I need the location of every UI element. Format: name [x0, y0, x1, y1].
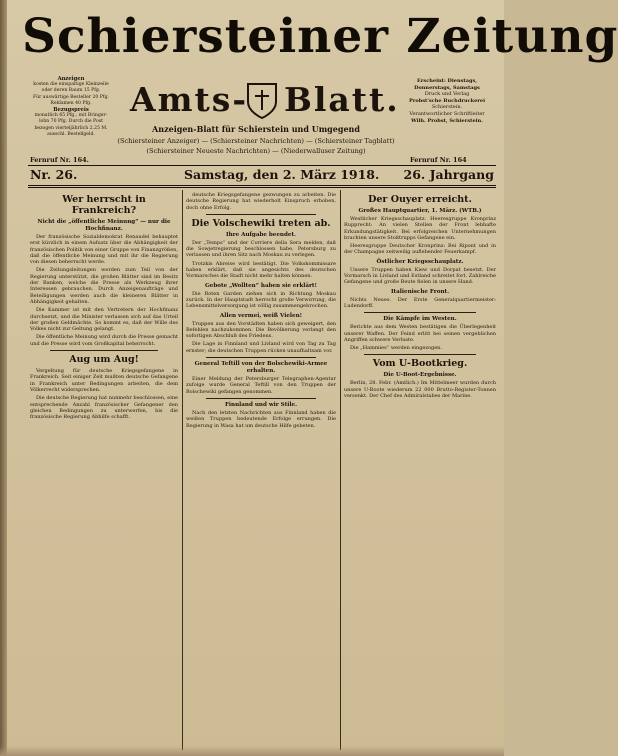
article-paragraph: deutsche Kriegsgefangene gezwungen zu arbeiten. Die deutsche Regierung hat wiederholt Einspruch erhoben, doch ohne Erfolg. — [186, 192, 336, 211]
column-2 — [186, 192, 336, 748]
amts-word: Amts- — [130, 80, 249, 119]
article-headline: Finnland und wir Stile. — [224, 401, 298, 408]
price-box-line: ausschl. Bestellgeld. — [47, 131, 95, 137]
publisher-line: Schierstein. — [431, 104, 463, 111]
page-edge-shadow — [0, 746, 504, 756]
article-divider — [364, 312, 476, 313]
blatt-word: Blatt. — [284, 80, 400, 119]
article-headline: Aug um Aug! — [69, 354, 139, 366]
article-headline: Der Ouyer erreicht. — [368, 194, 472, 205]
price-box-line: kosten die einspaltige Kleinzeile — [33, 82, 109, 88]
article-paragraph: Nach den letzten Nachrichten aus Finnland haben die weißen Truppen bedeutende Erfolge errungen. Die Regierung in Wasa hat um deutsche Hilfe gebeten. — [186, 409, 336, 429]
volume: 26. Jahrgang — [403, 167, 494, 182]
article-divider — [206, 214, 316, 215]
article-paragraph: Die öffentliche Meinung wird durch die Presse gemacht und die Presse wird vom Großkapital beherrscht. — [30, 334, 178, 347]
article-paragraph: Truppen aus den Vorstädten haben sich geweigert, den Befehlen nachzukommen. Die Bevölkerung verlangt den sofortigen Abschluß des Friedens. — [186, 320, 336, 340]
article-paragraph: Die Lage in Finnland und Livland wird von Tag zu Tag ernster; die deutschen Truppen rücken unaufhaltsam vor. — [186, 341, 336, 354]
phone-number-right: Fernruf Nr. 164 — [410, 156, 467, 164]
article-subheadline: Allen vermei, weiß Vielen! — [219, 312, 303, 319]
article-subheadline: Italienische Front. — [390, 288, 450, 295]
article-headline: General Teftill von der Bolschewiki-Armee erhalten. — [194, 361, 328, 375]
column-1 — [30, 192, 178, 748]
price-box-line: Bezugspreis — [53, 107, 89, 114]
article-paragraph: Unsere Truppen haben Kiew und Dorpat besetzt. Der Vormarsch in Livland und Estland schreitet fort. Zahlreiche Gefangene und große Beute fielen in unsere Hand. — [344, 266, 496, 286]
article-subheadline: Großes Hauptquartier, 1. März. (WTB.) — [358, 208, 482, 214]
dateline — [28, 166, 496, 184]
price-box-line: bezogen vierteljährlich 2.25 M. — [34, 125, 108, 131]
price-box-line: Für auswärtige Besteller 20 Pfg. — [33, 94, 109, 100]
price-box-line: Reklamen 40 Pfg. — [50, 100, 92, 106]
divider — [28, 185, 496, 186]
article-divider — [206, 398, 316, 399]
article-paragraph: Nichts Neues. Der Erste Generalquartiermeister: Ludendorff. — [344, 296, 496, 309]
price-box-line: lohn 70 Pfg. Durch die Post — [39, 119, 103, 125]
publisher-box — [397, 78, 497, 124]
article-paragraph: Die Zeitungsleitungen werden zum Teil von der Regierung unterstützt, die großen Blätter sind im Besitz der Banken, welche die Presse als Werkzeug ihrer Interessen gebrauchen. Durch Anzeigenaufträge und Beteiligungen werden auch die kleineren Blätter in Abhängigkeit gehalten. — [30, 267, 178, 305]
article-paragraph: Westlicher Kriegsschauplatz. Heeresgruppe Kronprinz Rupprecht: An vielen Stellen der Front lebhafte Erkundungstätigkeit. Bei erfolgreichen Unternehmungen brachten unsere Stoßtrupps Gefangene ein. — [344, 216, 496, 241]
article-subheadline: Nicht die „öffentliche Meinung“ — nur die Hochfinanz. — [37, 219, 171, 232]
price-box-line: Anzeigen — [57, 76, 85, 82]
article-paragraph: Die „Hammies“ werden eingezogen. — [350, 345, 442, 352]
article-paragraph: Die deutsche Regierung hat nunmehr beschlossen, eine entsprechende Anzahl französischer Gefangener den gleichen Bedingungen zu unterwerfen, bis die französische Regierung Abhilfe schafft. — [30, 395, 178, 421]
article-paragraph: Der „Temps“ und der Corriere della Sera melden, daß die Sowjetregierung beschlossen habe, Petersburg zu verlassen und ihren Sitz nach Moskau zu verlegen. — [186, 239, 336, 259]
binding-edge — [0, 0, 7, 756]
article-headline: Die Kämpfe im Westen. — [383, 316, 457, 323]
publisher-line: Donnerstags, Samstags — [414, 84, 480, 91]
publisher-line: Wilh. Probst, Schierstein. — [411, 117, 483, 124]
article-headline: Wer herrscht in Frankreich? — [62, 194, 146, 216]
masthead-subtitle-2: (Schiersteiner Anzeiger) — (Schiersteiner Nachrichten) — (Schiersteiner Tagblatt) (Schiersteiner Neueste Nachrichten) — (Niederwalluser Zeitung) — [117, 137, 395, 155]
issue-date: Samstag, den 2. März 1918. — [184, 167, 380, 182]
article-paragraph: Die Kammer ist mit den Vertretern der Hochfinanz durchsetzt, und die Minister verlassen sich auf das Urteil der großen Geldmächte. So kommt es, daß der Wille des Volkes nicht zur Geltung gelangt. — [30, 307, 178, 333]
article-subheadline: Die U-Boot-Ergebnisse. — [383, 372, 457, 379]
article-paragraph: Trotzkis Abreise wird bestätigt. Die Volkskommissare haben erklärt, daß sie angesichts des deutschen Vormarsches die Stadt nicht mehr halten können. — [186, 260, 336, 280]
article-paragraph: Die Roten Garden ziehen sich in Richtung Moskau zurück. In der Hauptstadt herrscht große Verwirrung, die Lebensmittelversorgung ist völlig zusammengebrochen. — [186, 290, 336, 310]
price-box-line: oder deren Raum 15 Pfg. — [41, 88, 101, 94]
publisher-line: Druck und Verlag — [424, 91, 470, 98]
divider — [28, 187, 496, 188]
masthead-title: Schiersteiner Zeitung — [22, 9, 618, 64]
article-subheadline: Ihre Aufgabe beendet. — [225, 231, 296, 238]
publisher-line: Probst'sche Buchdruckerei — [408, 97, 485, 104]
column-3 — [344, 192, 496, 748]
phone-number-left: Fernruf Nr. 164. — [30, 156, 89, 164]
article-paragraph: Der französische Sozialdemokrat Renaudel behauptet erst kürzlich in einem Aufsatz über die Abhängigkeit der französischen Politik von einer Gruppe von Finanzgrößen, daß die öffentliche Meinung und mit ihr die Regierung von diesen beherrscht werde. — [30, 234, 178, 266]
price-box-line: monatlich 65 Pfg., mit Bringer- — [34, 113, 108, 119]
article-paragraph: Heeresgruppe Deutscher Kronprinz: Bei Ripont und in der Champagne zeitweilig auflebender Feuerkampf. — [344, 243, 496, 256]
article-divider — [50, 350, 158, 351]
article-paragraph: Einer Meldung der Petersburger Telegraphen-Agentur zufolge wurde General Teftill von den Truppen der Bolschewiki gefangen genommen. — [186, 376, 336, 395]
article-headline: Die Volschewiki treten ab. — [191, 217, 331, 229]
column-separator — [182, 190, 183, 750]
article-paragraph: Berichte aus dem Westen bestätigen die Überlegenheit unserer Waffen. Der Feind erlitt bei seinen vergeblichen Angriffen schwere Verluste. — [344, 324, 496, 343]
article-divider — [364, 354, 476, 355]
column-separator — [340, 190, 341, 750]
article-headline: Vom U-Bootkrieg. — [372, 358, 468, 370]
town-crest-icon — [246, 82, 278, 120]
article-paragraph: Vergeltung für deutsche Kriegsgefangene in Frankreich. Seit einiger Zeit mußten deutsche Gefangene in Frankreich unter Bedingungen arbeiten, die dem Völkerrecht widersprechen. — [30, 368, 178, 393]
issue-number: Nr. 26. — [30, 167, 78, 182]
article-divider — [206, 357, 316, 358]
publisher-line: Verantwortlicher Schriftleiter — [409, 110, 485, 117]
article-subheadline: Östlicher Kriegsschauplatz. — [376, 258, 464, 265]
masthead-subtitle: Anzeigen-Blatt für Schierstein und Umgegend — [152, 124, 360, 134]
article-paragraph: Berlin, 28. Febr. (Amtlich.) Im Mittelmeer wurden durch unsere U-Boote wiederum 22 000 Brutto-Register-Tonnen versenkt. Der Chef des Admiralstabes der Marine. — [344, 380, 496, 400]
article-subheadline: Gebote „Wollten“ haben sie erklärt! — [205, 282, 317, 289]
publisher-line: Erscheint: Dienstags, — [416, 78, 478, 84]
